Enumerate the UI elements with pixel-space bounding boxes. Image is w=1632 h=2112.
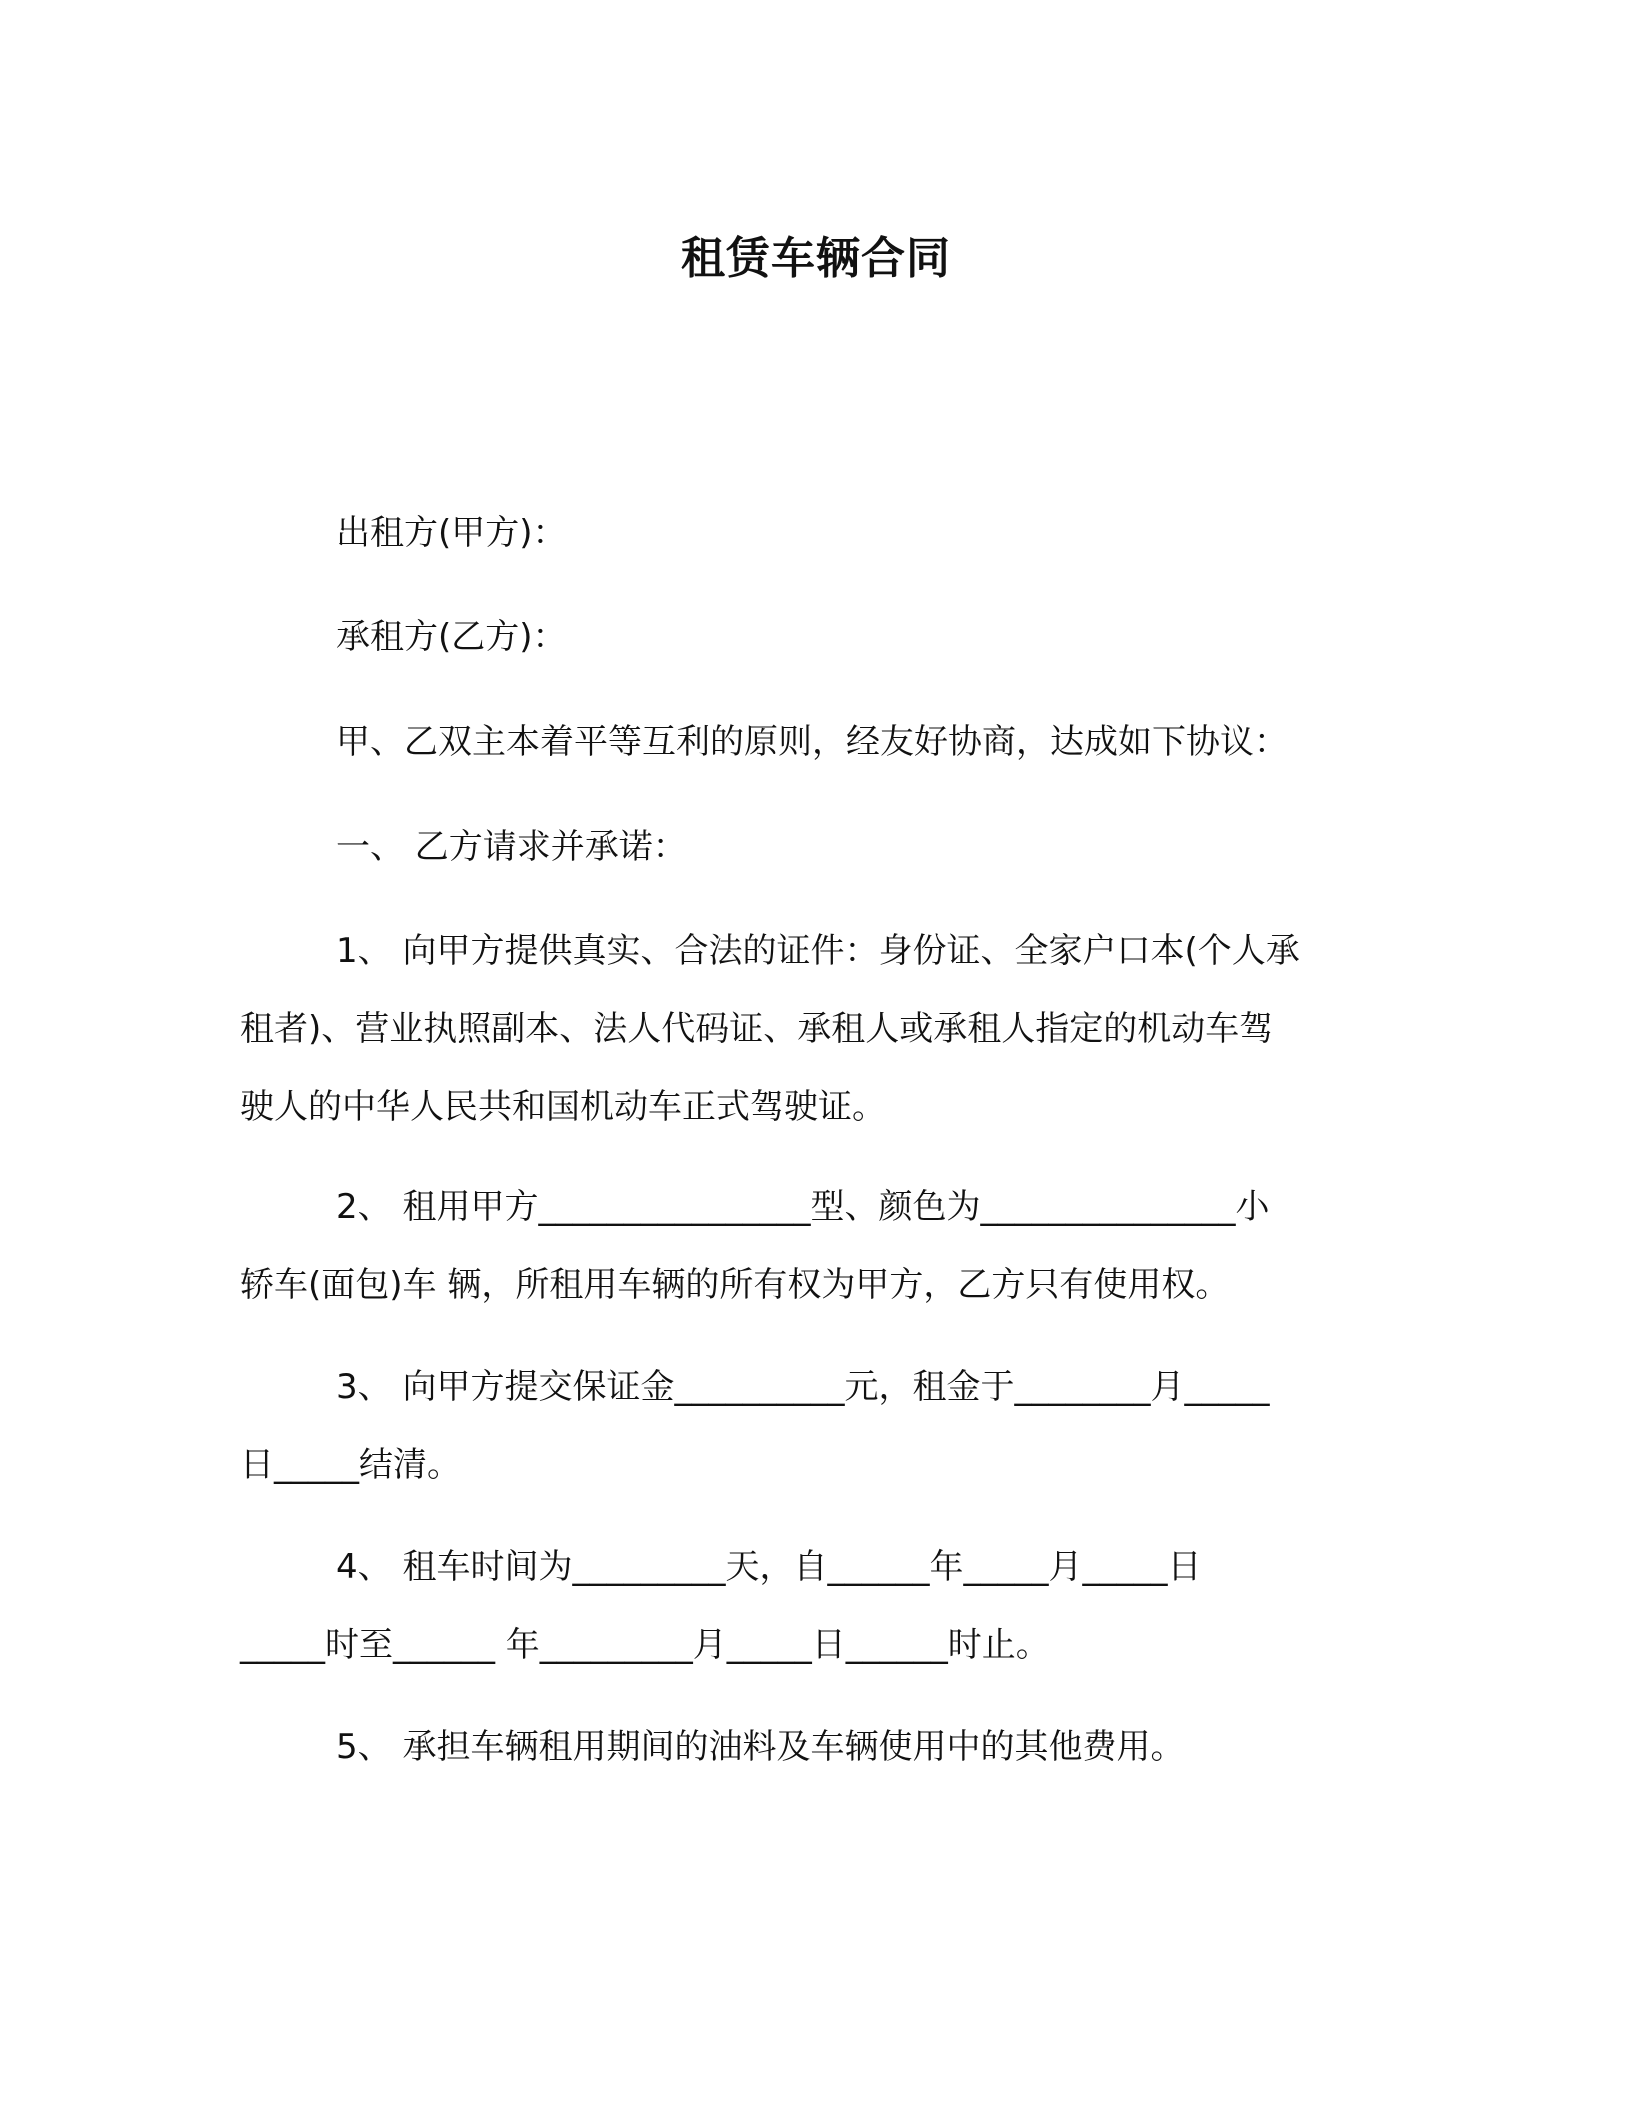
clause-2-line: 2、 租用甲方________________型、颜色为_______________小 <box>336 1187 1270 1227</box>
lessor-label: 出租方(甲方)： <box>336 513 567 553</box>
lessee-label: 承租方(乙方)： <box>336 617 567 657</box>
clause-5-text: 5、 承担车辆租用期间的油料及车辆使用中的其他费用。 <box>336 1727 1185 1767</box>
clause-4-line: 4、 租车时间为_________天，自______年_____月_____日 <box>336 1547 1202 1587</box>
clause-5 <box>240 1708 1400 1786</box>
document-title: 租赁车辆合同 <box>681 233 951 284</box>
clause-4-line: _____时至______ 年_________月_____日______时止。 <box>240 1625 1050 1665</box>
clause-2 <box>240 1168 1400 1324</box>
preamble-text: 甲、乙双主本着平等互利的原则，经友好协商，达成如下协议： <box>336 722 1288 762</box>
clause-2-line: 轿车(面包)车 辆，所租用车辆的所有权为甲方，乙方只有使用权。 <box>240 1265 1230 1305</box>
lessor-line <box>240 494 1496 572</box>
section1-heading <box>240 808 1496 886</box>
lessee-line <box>240 598 1496 676</box>
clause-3-line: 3、 向甲方提交保证金__________元，租金于________月_____ <box>336 1367 1270 1407</box>
clause-4 <box>240 1528 1400 1684</box>
section1-heading-text: 一、 乙方请求并承诺： <box>336 827 687 867</box>
clause-1-line: 1、 向甲方提供真实、合法的证件：身份证、全家户口本(个人承 <box>336 931 1300 971</box>
clause-1 <box>240 912 1400 1146</box>
clause-3-line: 日_____结清。 <box>240 1445 461 1485</box>
preamble-paragraph <box>240 703 1496 781</box>
clause-1-line: 驶人的中华人民共和国机动车正式驾驶证。 <box>240 1087 886 1127</box>
clause-1-line: 租者)、营业执照副本、法人代码证、承租人或承租人指定的机动车驾 <box>240 1009 1274 1049</box>
clause-3 <box>240 1348 1400 1504</box>
